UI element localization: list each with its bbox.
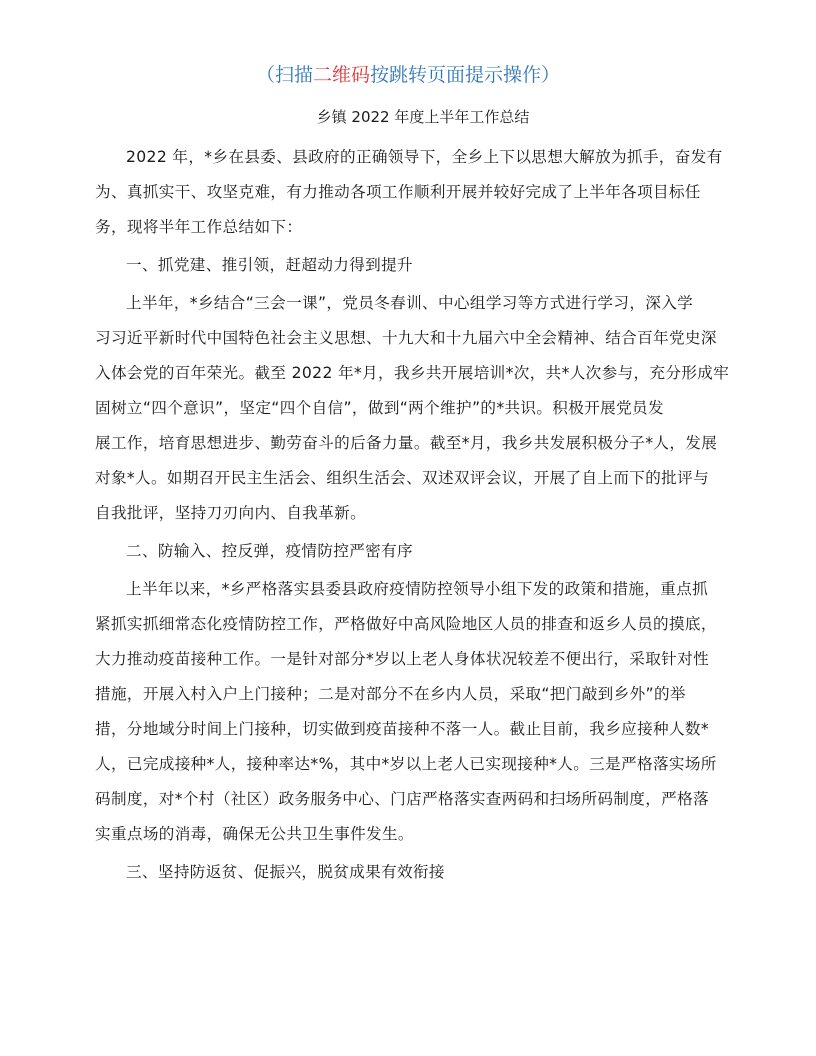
paragraph-line: 为、真抓实干、攻坚克难，有力推动各项工作顺利开展并较好完成了上半年各项目标任 xyxy=(95,183,701,201)
paragraph-line: 紧抓实抓细常态化疫情防控工作，严格做好中高风险地区人员的排查和返乡人员的摸底， xyxy=(95,615,717,633)
paragraph-line: 措，分地域分时间上门接种，切实做到疫苗接种不落一人。截止目前，我乡应接种人数* xyxy=(95,720,710,738)
paragraph-line: 固树立“四个意识”，坚定“四个自信”，做到“两个维护”的*共识。积极开展党员发 xyxy=(95,399,664,417)
paragraph-line: 习习近平新时代中国特色社会主义思想、十九大和十九届六中全会精神、结合百年党史深 xyxy=(95,329,717,347)
section-heading-3: 三、坚持防返贫、促振兴，脱贫成果有效衔接 xyxy=(126,863,445,881)
banner-prefix: （扫描 xyxy=(255,64,313,86)
banner-suffix: 按跳转页面提示操作） xyxy=(370,64,561,86)
paragraph-line: 人，已完成接种*人，接种率达*%，其中*岁以上老人已实现接种*人。三是严格落实场所 xyxy=(95,755,717,773)
paragraph-line: 2022 年，*乡在县委、县政府的正确领导下，全乡上下以思想大解放为抓手，奋发有 xyxy=(126,148,723,166)
paragraph-line: 自我批评，坚持刀刃向内、自我革新。 xyxy=(95,504,367,522)
paragraph-line: 务，现将半年工作总结如下： xyxy=(95,218,303,236)
section-heading-1: 一、抓党建、推引领，赶超动力得到提升 xyxy=(126,256,413,274)
paragraph-line: 码制度，对*个村（社区）政务服务中心、门店严格落实查两码和扫场所码制度，严格落 xyxy=(95,790,710,808)
paragraph-line: 大力推动疫苗接种工作。一是针对部分*岁以上老人身体状况较差不便出行，采取针对性 xyxy=(95,650,710,668)
paragraph-line: 入体会党的百年荣光。截至 2022 年*月，我乡共开展培训*次，共*人次参与，充分形成牢 xyxy=(95,364,730,382)
paragraph-line: 实重点场的消毒，确保无公共卫生事件发生。 xyxy=(95,825,414,843)
section-heading-2: 二、防输入、控反弹，疫情防控严密有序 xyxy=(126,542,413,560)
document-body xyxy=(95,146,730,896)
qr-instruction-banner xyxy=(0,62,816,88)
banner-highlight: 二维码 xyxy=(312,64,370,86)
paragraph-line: 对象*人。如期召开民主生活会、组织生活会、双述双评会议，开展了自上而下的批评与 xyxy=(95,469,710,487)
paragraph-line: 措施，开展入村入户上门接种；二是对部分不在乡内人员，采取“把门敲到乡外”的举 xyxy=(95,685,686,703)
document-title: 乡镇 2022 年度上半年工作总结 xyxy=(316,108,530,126)
paragraph-line: 上半年，*乡结合“三会一课”，党员冬春训、中心组学习等方式进行学习，深入学 xyxy=(126,294,694,312)
paragraph-line: 上半年以来，*乡严格落实县委县政府疫情防控领导小组下发的政策和措施，重点抓 xyxy=(126,580,709,598)
paragraph-line: 展工作，培育思想进步、勤劳奋斗的后备力量。截至*月，我乡共发展积极分子*人，发展 xyxy=(95,434,718,452)
